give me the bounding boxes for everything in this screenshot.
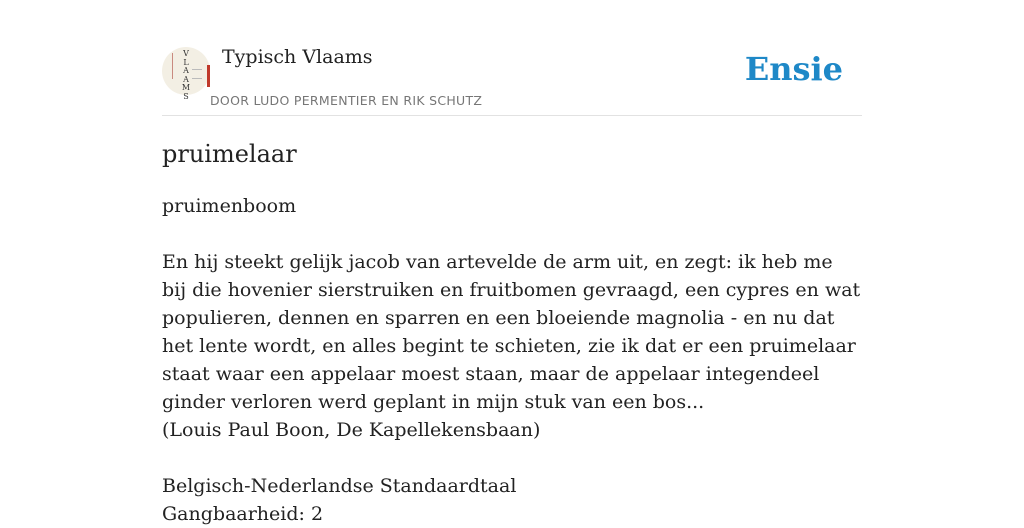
entry-standard-language: Belgisch-Nederlandse Standaardtaal xyxy=(162,475,517,497)
logo-rule xyxy=(172,53,173,79)
entry-usage: Gangbaarheid: 2 xyxy=(162,503,324,525)
site-header xyxy=(162,0,862,116)
entry-title: pruimelaar xyxy=(162,140,297,168)
entry-quote: En hij steekt gelijk jacob van artevelde de arm uit, en zegt: ik heb me bij die hovenier sierstruiken en fruitbomen gevraagd, een cypres en wat populieren, dennen en sparren en een bloeiende magnolia - en nu dat het lente wordt, en alles begint te schieten, zie ik dat er een pruimelaar staat waar een appelaar moest staan, maar de appelaar integendeel ginder verloren werd geplant in mijn stuk van een bos... xyxy=(162,251,861,413)
logo-letters: V L A A M S xyxy=(181,49,191,101)
site-logo[interactable] xyxy=(162,47,210,101)
brand-logo[interactable]: Ensie xyxy=(744,50,843,88)
site-title[interactable]: Typisch Vlaams xyxy=(222,46,373,68)
logo-stripe xyxy=(207,65,210,87)
spacer xyxy=(162,220,862,248)
page-container xyxy=(162,0,862,525)
byline: DOOR LUDO PERMENTIER EN RIK SCHUTZ xyxy=(210,93,483,108)
spacer xyxy=(162,444,862,472)
entry-source: (Louis Paul Boon, De Kapellekensbaan) xyxy=(162,419,541,441)
logo-lines xyxy=(192,69,202,79)
entry-body xyxy=(162,192,862,528)
entry-definition: pruimenboom xyxy=(162,195,297,217)
